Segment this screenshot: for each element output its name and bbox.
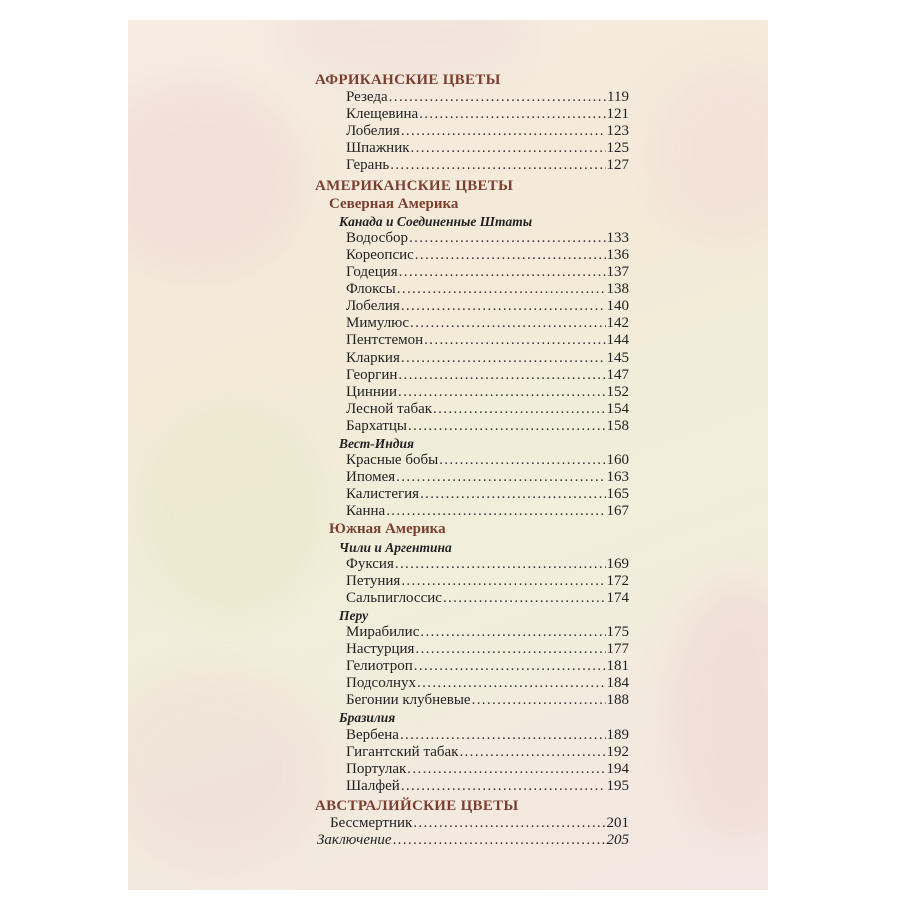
entry-name: Портулак [346,760,407,777]
toc-entry[interactable] [315,350,629,367]
entry-name: Лобелия [346,123,400,140]
toc-entry[interactable] [315,140,629,157]
entry-name: Гелиотроп [346,658,413,675]
page-number: 125 [606,140,629,157]
page-number: 147 [606,366,629,383]
subregion-heading-peru: Перу [339,607,369,623]
entry-name: Герань [346,157,390,174]
west-indies-entries [315,452,629,520]
page-number: 165 [606,486,629,503]
entry-name: Мирабилис [346,624,420,640]
entry-name: Фуксия [346,555,394,572]
leader-dots [411,140,606,157]
entry-name: Циннии [346,383,397,400]
entry-name: Подсолнух [346,675,417,692]
table-of-contents [315,72,629,849]
leader-dots [393,832,606,849]
toc-entry[interactable] [315,418,629,435]
page-number: 189 [606,726,629,743]
entry-name: Водосбор [346,229,409,246]
toc-entry[interactable] [315,298,629,315]
subregion-heading-chile: Чили и Аргентина [339,539,452,555]
toc-entry[interactable] [315,452,629,469]
entry-name: Сальпиглоссис [346,589,442,606]
toc-entry[interactable] [315,590,629,607]
leader-dots [472,692,606,709]
leader-dots [413,815,605,832]
toc-entry[interactable] [315,744,629,761]
toc-entry[interactable] [315,675,629,692]
peru-entries [315,624,629,709]
leader-dots [395,556,606,573]
page-number: 144 [606,332,629,349]
toc-entry[interactable] [315,106,629,123]
toc-entry[interactable] [315,332,629,349]
page-number: 152 [606,383,629,400]
leader-dots [414,658,606,675]
watercolor-flower-blot [128,80,308,280]
page-number: 138 [606,281,629,298]
leader-dots [407,761,605,778]
page-number: 172 [606,572,629,589]
page-number: 123 [606,123,629,140]
entry-name: Пентстемон [346,332,424,349]
region-heading-north-america: Северная Америка [329,195,459,212]
leader-dots [408,418,605,435]
entry-name: Бархатцы [346,417,408,434]
section-heading-african: АФРИКАНСКИЕ ЦВЕТЫ [315,72,501,88]
toc-entry[interactable] [315,815,629,832]
page-number: 145 [606,349,629,366]
leader-dots [386,503,605,520]
page-number: 142 [606,315,629,332]
watercolor-flower-blot [648,60,768,240]
entry-name: Петуния [346,572,401,589]
leader-dots [398,367,605,384]
section-heading-american: АМЕРИКАНСКИЕ ЦВЕТЫ [315,177,514,194]
leader-dots [443,590,606,607]
page-number: 175 [606,624,629,640]
entry-name: Георгин [346,366,398,383]
entry-name: Гигантский табак [346,743,459,760]
entry-name: Флоксы [346,281,396,298]
toc-entry[interactable] [315,778,629,795]
page-number: 167 [606,503,629,520]
chile-entries [315,556,629,607]
leader-dots [420,624,605,641]
section-heading-australian: АВСТРАЛИЙСКИЕ ЦВЕТЫ [315,797,519,814]
leader-dots [409,230,605,247]
entry-name: Канна [346,503,386,520]
watercolor-flower-blot [128,670,328,870]
leader-dots [390,157,605,174]
toc-entry[interactable] [315,503,629,520]
toc-entry[interactable] [315,315,629,332]
page-number: 136 [606,246,629,263]
toc-entry[interactable] [315,658,629,675]
entry-name: Шалфей [346,777,400,794]
toc-entry[interactable] [315,692,629,709]
entry-name: Мимулюс [346,315,410,332]
page-number: 184 [606,675,629,692]
entry-name: Бегонии клубневые [346,692,471,709]
page-number: 177 [606,641,629,658]
leader-dots [410,315,605,332]
toc-entry[interactable] [315,157,629,174]
toc-entry[interactable] [315,401,629,418]
toc-entry[interactable] [315,123,629,140]
page-number: 205 [606,832,629,849]
page-number: 121 [606,106,629,123]
page-number: 174 [606,589,629,606]
leader-dots [439,452,605,469]
page-number: 154 [606,400,629,417]
toc-entry[interactable] [315,247,629,264]
leader-dots [401,123,606,140]
entry-name: Ипомея [346,469,396,486]
leader-dots [415,247,606,264]
entry-name: Бессмертник [330,815,413,832]
toc-entry[interactable] [315,761,629,778]
page-number: 195 [606,777,629,794]
page-number: 133 [606,229,629,246]
toc-entry[interactable] [315,469,629,486]
leader-dots [396,469,605,486]
entry-name: Калистегия [346,486,420,503]
region-heading-south-america: Южная Америка [329,521,446,538]
toc-entry[interactable] [315,367,629,384]
entry-name: Годеция [346,264,398,281]
toc-entry[interactable] [315,281,629,298]
entry-name: Кларкия [346,349,400,366]
australian-entries [315,815,629,832]
page-number: 169 [606,555,629,572]
page-number: 140 [606,298,629,315]
leader-dots [399,264,606,281]
entry-name: Клещевина [346,106,419,123]
leader-dots [401,298,606,315]
page-number: 192 [606,743,629,760]
leader-dots [400,727,606,744]
leader-dots [417,675,605,692]
page-number: 137 [606,264,629,281]
entry-name: Кореопсис [346,246,414,263]
watercolor-flower-blot [138,400,328,620]
toc-entry[interactable] [315,624,629,641]
leader-dots [459,744,605,761]
leader-dots [420,486,605,503]
african-entries [315,89,629,174]
watercolor-flower-blot [668,580,768,840]
page-number: 158 [606,417,629,434]
page-number: 194 [606,760,629,777]
entry-name: Лобелия [346,298,400,315]
leader-dots [401,350,606,367]
toc-entry[interactable] [315,573,629,590]
leader-dots [397,281,606,298]
entry-name: Настурция [346,641,415,658]
toc-entry[interactable] [315,486,629,503]
leader-dots [401,778,606,795]
toc-entry[interactable] [315,384,629,401]
toc-entry[interactable] [315,264,629,281]
page-number: 188 [606,692,629,709]
toc-entry[interactable] [315,727,629,744]
toc-entry[interactable] [315,556,629,573]
page-number: 160 [606,452,629,469]
entry-name: Красные бобы [346,452,439,469]
page-number: 181 [606,658,629,675]
entry-name: Вербена [346,726,399,743]
leader-dots [415,641,605,658]
leader-dots [398,384,606,401]
toc-entry[interactable] [315,641,629,658]
entry-name: Заключение [317,832,392,849]
leader-dots [424,332,605,349]
entry-name: Лесной табак [346,400,433,417]
page-number: 163 [606,469,629,486]
brazil-entries [315,727,629,795]
leader-dots [389,89,606,106]
subregion-heading-usa: Канада и Соединенные Штаты [339,213,533,229]
entry-name: Шпажник [346,140,410,157]
page-number: 127 [606,157,629,174]
toc-entry[interactable] [315,230,629,247]
leader-dots [401,573,605,590]
toc-entry-conclusion[interactable] [315,832,629,849]
leader-dots [419,106,605,123]
page-number: 119 [607,89,629,106]
subregion-heading-brazil: Бразилия [339,710,396,726]
usa-entries [315,230,629,435]
leader-dots [433,401,605,418]
subregion-heading-west-indies: Вест-Индия [339,435,414,451]
toc-entry[interactable] [315,89,629,106]
page-number: 201 [606,815,629,832]
entry-name: Резеда [346,89,388,106]
